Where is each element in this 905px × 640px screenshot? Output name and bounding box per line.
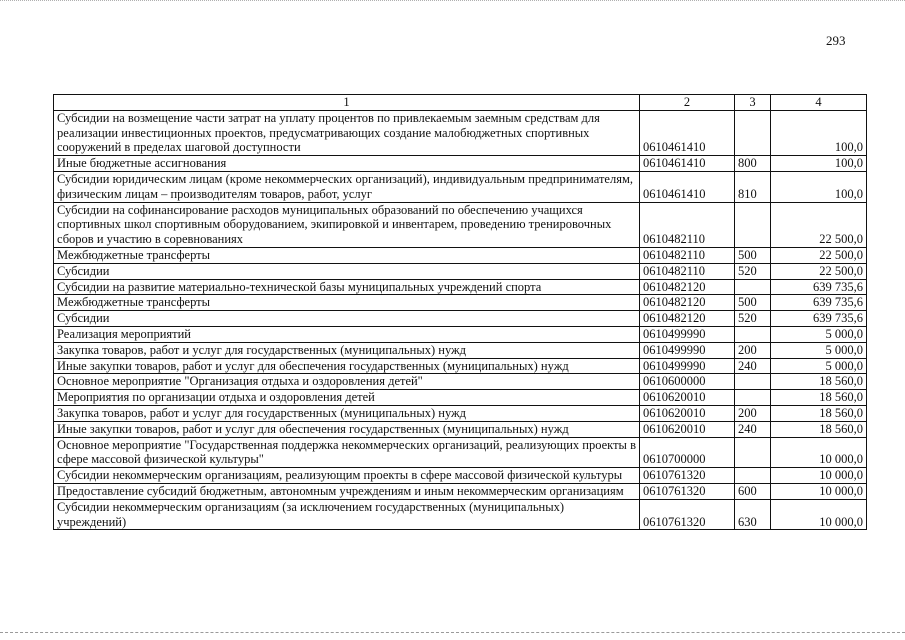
row-name-cell: Иные бюджетные ассигнования	[54, 156, 640, 172]
row-amount-cell: 22 500,0	[771, 247, 867, 263]
table-row	[54, 390, 867, 406]
table-row	[54, 468, 867, 484]
table-row	[54, 374, 867, 390]
row-amount-cell: 18 560,0	[771, 390, 867, 406]
page-number: 293	[826, 33, 846, 48]
row-name-cell: Закупка товаров, работ и услуг для государственных (муниципальных) нужд	[54, 405, 640, 421]
row-amount-cell: 22 500,0	[771, 202, 867, 247]
row-type-cell	[735, 202, 771, 247]
row-type-cell: 600	[735, 483, 771, 499]
scan-edge-bottom	[0, 632, 905, 633]
row-amount-cell: 100,0	[771, 171, 867, 202]
row-type-cell	[735, 326, 771, 342]
row-name-cell: Иные закупки товаров, работ и услуг для обеспечения государственных (муниципальных) нужд	[54, 421, 640, 437]
row-name-cell: Межбюджетные трансферты	[54, 295, 640, 311]
row-type-cell: 200	[735, 405, 771, 421]
row-code-cell: 0610499990	[640, 326, 735, 342]
row-type-cell: 520	[735, 311, 771, 327]
row-amount-cell: 18 560,0	[771, 374, 867, 390]
row-code-cell: 0610461410	[640, 156, 735, 172]
table-row	[54, 110, 867, 155]
row-code-cell: 0610600000	[640, 374, 735, 390]
row-code-cell: 0610482110	[640, 202, 735, 247]
row-type-cell	[735, 374, 771, 390]
row-type-cell: 520	[735, 263, 771, 279]
row-type-cell	[735, 279, 771, 295]
table-row	[54, 405, 867, 421]
row-amount-cell: 5 000,0	[771, 358, 867, 374]
row-type-cell: 500	[735, 295, 771, 311]
row-name-cell: Субсидии юридическим лицам (кроме некоммерческих организаций), индивидуальным предпринимателям, физическим лицам – производителям товаров, работ, услуг	[54, 171, 640, 202]
table-row	[54, 499, 867, 530]
row-code-cell: 0610620010	[640, 390, 735, 406]
row-name-cell: Субсидии некоммерческим организациям (за исключением государственных (муниципальных) учреждений)	[54, 499, 640, 530]
row-type-cell	[735, 468, 771, 484]
header-col-1: 1	[54, 95, 640, 111]
row-name-cell: Предоставление субсидий бюджетным, автономным учреждениям и иным некоммерческим организациям	[54, 483, 640, 499]
row-code-cell: 0610482120	[640, 279, 735, 295]
header-col-4: 4	[771, 95, 867, 111]
row-amount-cell: 639 735,6	[771, 295, 867, 311]
row-code-cell: 0610482110	[640, 247, 735, 263]
row-name-cell: Субсидии	[54, 263, 640, 279]
row-name-cell: Субсидии	[54, 311, 640, 327]
row-type-cell	[735, 110, 771, 155]
row-code-cell: 0610700000	[640, 437, 735, 468]
row-code-cell: 0610482110	[640, 263, 735, 279]
row-name-cell: Субсидии на развитие материально-технической базы муниципальных учреждений спорта	[54, 279, 640, 295]
row-name-cell: Субсидии на софинансирование расходов муниципальных образований по обеспечению учащихся спортивных школ спортивным оборудованием, экипировкой и инвентарем, проведению тренировочных сборов и участию в соревнованиях	[54, 202, 640, 247]
row-code-cell: 0610482120	[640, 311, 735, 327]
row-amount-cell: 5 000,0	[771, 342, 867, 358]
table-row	[54, 202, 867, 247]
row-code-cell: 0610761320	[640, 468, 735, 484]
row-amount-cell: 5 000,0	[771, 326, 867, 342]
row-amount-cell: 18 560,0	[771, 421, 867, 437]
row-name-cell: Реализация мероприятий	[54, 326, 640, 342]
row-code-cell: 0610620010	[640, 405, 735, 421]
table-row	[54, 171, 867, 202]
table-row	[54, 437, 867, 468]
scan-edge-top	[0, 0, 905, 1]
row-amount-cell: 639 735,6	[771, 279, 867, 295]
row-code-cell: 0610499990	[640, 358, 735, 374]
table-row	[54, 279, 867, 295]
row-code-cell: 0610761320	[640, 499, 735, 530]
table-row	[54, 263, 867, 279]
row-name-cell: Основное мероприятие "Государственная поддержка некоммерческих организаций, реализующих проекты в сфере массовой физической культуры"	[54, 437, 640, 468]
row-amount-cell: 18 560,0	[771, 405, 867, 421]
row-code-cell: 0610761320	[640, 483, 735, 499]
row-code-cell: 0610461410	[640, 171, 735, 202]
row-amount-cell: 10 000,0	[771, 499, 867, 530]
table-row	[54, 295, 867, 311]
budget-table	[53, 94, 867, 530]
row-name-cell: Субсидии на возмещение части затрат на уплату процентов по привлекаемым заемным средствам для реализации инвестиционных проектов, предусматривающих создание малобюджетных спортивных сооружений в пределах шаговой доступности	[54, 110, 640, 155]
row-name-cell: Межбюджетные трансферты	[54, 247, 640, 263]
row-code-cell: 0610620010	[640, 421, 735, 437]
row-amount-cell: 100,0	[771, 156, 867, 172]
header-col-2: 2	[640, 95, 735, 111]
row-name-cell: Субсидии некоммерческим организациям, реализующим проекты в сфере массовой физической культуры	[54, 468, 640, 484]
row-type-cell: 800	[735, 156, 771, 172]
row-name-cell: Мероприятия по организации отдыха и оздоровления детей	[54, 390, 640, 406]
table-row	[54, 421, 867, 437]
row-amount-cell: 10 000,0	[771, 468, 867, 484]
header-col-3: 3	[735, 95, 771, 111]
row-amount-cell: 100,0	[771, 110, 867, 155]
table-row	[54, 311, 867, 327]
row-amount-cell: 22 500,0	[771, 263, 867, 279]
row-name-cell: Иные закупки товаров, работ и услуг для обеспечения государственных (муниципальных) нужд	[54, 358, 640, 374]
row-type-cell: 630	[735, 499, 771, 530]
table-row	[54, 358, 867, 374]
table-row	[54, 483, 867, 499]
table-row	[54, 247, 867, 263]
row-type-cell: 200	[735, 342, 771, 358]
row-code-cell: 0610482120	[640, 295, 735, 311]
row-type-cell	[735, 390, 771, 406]
row-type-cell: 500	[735, 247, 771, 263]
row-amount-cell: 10 000,0	[771, 437, 867, 468]
table-row	[54, 156, 867, 172]
row-type-cell: 810	[735, 171, 771, 202]
row-name-cell: Основное мероприятие "Организация отдыха и оздоровления детей"	[54, 374, 640, 390]
row-type-cell: 240	[735, 358, 771, 374]
table-header-row	[54, 95, 867, 111]
table-row	[54, 342, 867, 358]
row-amount-cell: 10 000,0	[771, 483, 867, 499]
row-code-cell: 0610499990	[640, 342, 735, 358]
row-amount-cell: 639 735,6	[771, 311, 867, 327]
row-type-cell: 240	[735, 421, 771, 437]
table-row	[54, 326, 867, 342]
row-code-cell: 0610461410	[640, 110, 735, 155]
row-name-cell: Закупка товаров, работ и услуг для государственных (муниципальных) нужд	[54, 342, 640, 358]
row-type-cell	[735, 437, 771, 468]
